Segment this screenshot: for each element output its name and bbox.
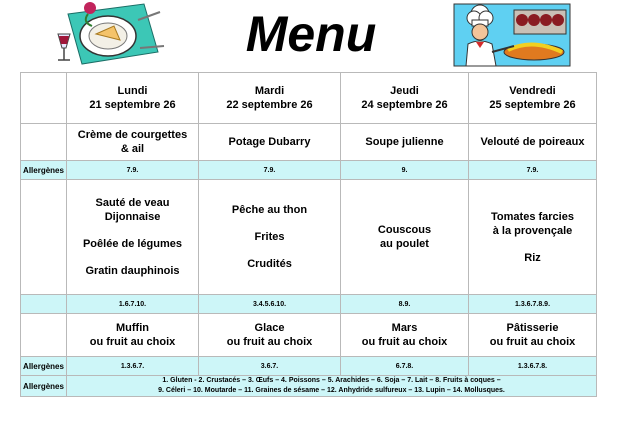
soup-cell [469, 124, 597, 161]
allergen-codes: 6.7.8. [341, 357, 469, 376]
day-header-cell [469, 73, 597, 124]
soup-name: Soupe julienne [365, 136, 444, 148]
soup-name: Crème de courgettes [77, 129, 188, 141]
table-setting-illustration [48, 0, 166, 70]
day-date: 22 septembre 26 [226, 99, 313, 111]
soup-name: Potage Dubarry [228, 136, 311, 148]
day-date: 24 septembre 26 [361, 99, 448, 111]
soup-cell [199, 124, 341, 161]
dessert-cell [199, 314, 341, 357]
dessert-cell [341, 314, 469, 357]
empty-corner-cell [21, 73, 67, 124]
chef-illustration [452, 2, 572, 68]
soup-name-cont: & ail [120, 143, 145, 155]
day-header-cell [199, 73, 341, 124]
dish-line: Dijonnaise [104, 211, 161, 223]
dessert-cell [469, 314, 597, 357]
page-title: Menu [245, 6, 377, 62]
dessert-name: Glace [254, 322, 285, 334]
allergen-codes: 7.9. [469, 161, 597, 180]
main-allergen-row [21, 295, 597, 314]
dish-line: au poulet [380, 238, 429, 250]
dessert-alt: ou fruit au choix [489, 336, 576, 348]
allergen-codes: 1.3.6.7. [67, 357, 199, 376]
dish-line: Couscous [377, 224, 432, 236]
dish-line: Riz [524, 251, 541, 264]
day-header-cell [341, 73, 469, 124]
allergen-codes: 3.6.7. [199, 357, 341, 376]
main-course-cell [199, 180, 341, 295]
dessert-alt: ou fruit au choix [361, 336, 448, 348]
main-course-row [21, 180, 597, 295]
dish-line: Sauté de veau [95, 197, 170, 209]
legend-line: 9. Céleri – 10. Moutarde – 11. Graines de sésame – 12. Anhydride sulfureux – 13. Lupin – 14. Mollusques. [158, 387, 505, 394]
allergen-codes: 7.9. [199, 161, 341, 180]
dessert-name: Mars [391, 322, 418, 334]
allergen-codes: 9. [341, 161, 469, 180]
allergen-codes: 1.3.6.7.8.9. [469, 295, 597, 314]
dessert-row [21, 314, 597, 357]
soup-allergen-row [21, 161, 597, 180]
empty-label-cell [21, 295, 67, 314]
soup-name: Velouté de poireaux [480, 136, 585, 148]
allergen-codes: 1.6.7.10. [67, 295, 199, 314]
main-course-cell [67, 180, 199, 295]
dessert-alt: ou fruit au choix [226, 336, 313, 348]
allergen-legend-row [21, 376, 597, 397]
dish-line: Crudités [247, 258, 292, 270]
soup-row [21, 124, 597, 161]
dessert-name: Muffin [116, 322, 149, 334]
main-course-cell [341, 180, 469, 295]
dish-line: Pêche au thon [231, 204, 308, 216]
dish-line: à la provençale [492, 224, 573, 237]
weekly-menu-table [20, 72, 597, 397]
day-date: 25 septembre 26 [489, 99, 576, 111]
row-label-cell [21, 180, 67, 295]
dessert-alt: ou fruit au choix [89, 336, 176, 348]
allergen-codes: 7.9. [67, 161, 199, 180]
allergen-label: Allergènes [21, 161, 67, 180]
soup-cell [67, 124, 199, 161]
dessert-allergen-row [21, 357, 597, 376]
day-name: Lundi [117, 85, 148, 97]
allergen-codes: 8.9. [341, 295, 469, 314]
allergen-label: Allergènes [21, 376, 67, 397]
day-name: Vendredi [509, 85, 556, 97]
dish-line: Gratin dauphinois [85, 265, 180, 277]
dessert-cell [67, 314, 199, 357]
day-date: 21 septembre 26 [89, 99, 176, 111]
allergen-legend [67, 376, 597, 397]
day-header-row [21, 73, 597, 124]
dessert-name: Pâtisserie [506, 322, 559, 334]
day-name: Jeudi [390, 85, 419, 97]
allergen-codes: 1.3.6.7.8. [469, 357, 597, 376]
dish-line: Tomates farcies [491, 210, 574, 223]
soup-cell [341, 124, 469, 161]
dish-line: Frites [254, 231, 285, 243]
row-label-cell [21, 124, 67, 161]
legend-line: 1. Gluten - 2. Crustacés – 3. Œufs – 4. Poissons – 5. Arachides – 6. Soja – 7. Lait – 8. Fruits à coques – [162, 377, 501, 384]
allergen-label: Allergènes [21, 357, 67, 376]
main-course-cell [469, 180, 597, 295]
day-name: Mardi [254, 85, 285, 97]
allergen-codes: 3.4.5.6.10. [199, 295, 341, 314]
dish-line: Poêlée de légumes [82, 238, 183, 250]
day-header-cell [67, 73, 199, 124]
row-label-cell [21, 314, 67, 357]
